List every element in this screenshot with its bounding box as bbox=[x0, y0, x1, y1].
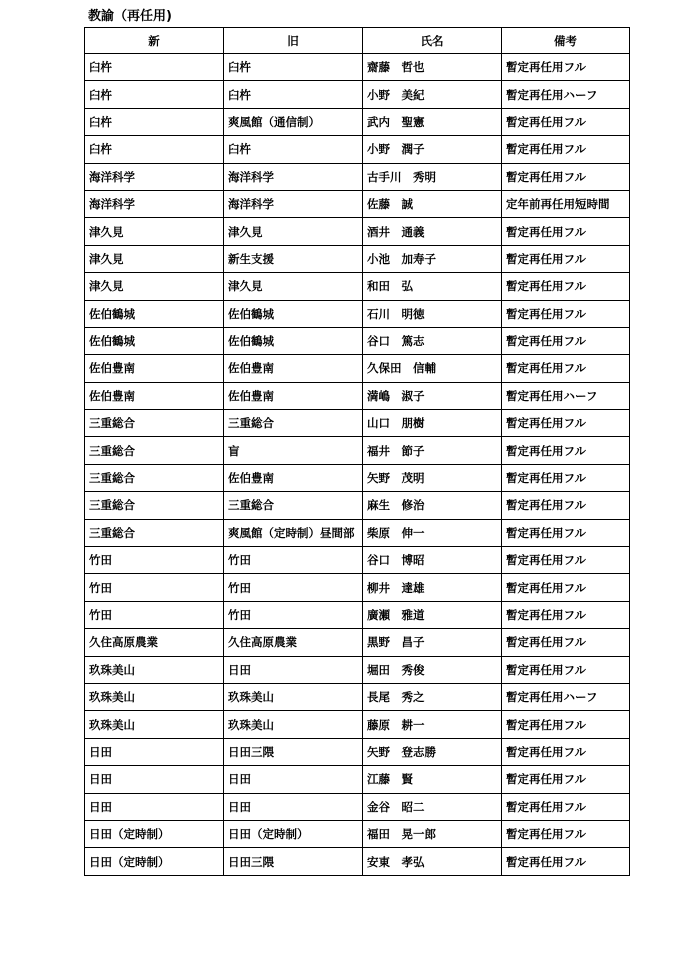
table-row bbox=[85, 327, 630, 354]
cell-name: 福田 晃一郎 bbox=[363, 820, 502, 847]
cell-remarks: 暫定再任用フル bbox=[502, 437, 630, 464]
cell-new-school: 三重総合 bbox=[85, 492, 224, 519]
header-remarks: 備考 bbox=[502, 28, 630, 54]
cell-old-school: 佐伯豊南 bbox=[224, 464, 363, 491]
cell-name: 谷口 博昭 bbox=[363, 547, 502, 574]
table-row bbox=[85, 190, 630, 217]
cell-old-school: 日田 bbox=[224, 656, 363, 683]
cell-new-school: 日田 bbox=[85, 793, 224, 820]
cell-new-school: 久住高原農業 bbox=[85, 629, 224, 656]
cell-new-school: 三重総合 bbox=[85, 410, 224, 437]
cell-new-school: 玖珠美山 bbox=[85, 683, 224, 710]
cell-remarks: 暫定再任用フル bbox=[502, 574, 630, 601]
cell-remarks: 暫定再任用フル bbox=[502, 848, 630, 875]
personnel-table bbox=[84, 27, 630, 876]
table-row bbox=[85, 574, 630, 601]
cell-new-school: 佐伯鶴城 bbox=[85, 327, 224, 354]
cell-remarks: 暫定再任用フル bbox=[502, 273, 630, 300]
cell-remarks: 暫定再任用フル bbox=[502, 245, 630, 272]
cell-name: 矢野 登志勝 bbox=[363, 738, 502, 765]
cell-remarks: 暫定再任用フル bbox=[502, 492, 630, 519]
table-row bbox=[85, 108, 630, 135]
cell-new-school: 佐伯豊南 bbox=[85, 355, 224, 382]
table-row bbox=[85, 601, 630, 628]
cell-old-school: 竹田 bbox=[224, 547, 363, 574]
cell-name: 黒野 昌子 bbox=[363, 629, 502, 656]
cell-name: 安東 孝弘 bbox=[363, 848, 502, 875]
cell-remarks: 暫定再任用フル bbox=[502, 656, 630, 683]
cell-new-school: 臼杵 bbox=[85, 136, 224, 163]
table-row bbox=[85, 163, 630, 190]
cell-name: 金谷 昭二 bbox=[363, 793, 502, 820]
cell-old-school: 久住高原農業 bbox=[224, 629, 363, 656]
table-row bbox=[85, 766, 630, 793]
cell-old-school: 海洋科学 bbox=[224, 163, 363, 190]
cell-old-school: 日田 bbox=[224, 766, 363, 793]
cell-new-school: 日田 bbox=[85, 738, 224, 765]
cell-name: 久保田 信輔 bbox=[363, 355, 502, 382]
cell-new-school: 竹田 bbox=[85, 574, 224, 601]
cell-name: 長尾 秀之 bbox=[363, 683, 502, 710]
table-header-row bbox=[85, 28, 630, 54]
cell-name: 柳井 達雄 bbox=[363, 574, 502, 601]
table-row bbox=[85, 547, 630, 574]
cell-name: 小野 美紀 bbox=[363, 81, 502, 108]
cell-name: 谷口 篤志 bbox=[363, 327, 502, 354]
cell-name: 堀田 秀俊 bbox=[363, 656, 502, 683]
cell-old-school: 竹田 bbox=[224, 601, 363, 628]
cell-remarks: 暫定再任用フル bbox=[502, 793, 630, 820]
cell-old-school: 津久見 bbox=[224, 218, 363, 245]
cell-remarks: 暫定再任用ハーフ bbox=[502, 683, 630, 710]
table-row bbox=[85, 382, 630, 409]
cell-remarks: 暫定再任用フル bbox=[502, 711, 630, 738]
cell-remarks: 暫定再任用フル bbox=[502, 136, 630, 163]
cell-new-school: 竹田 bbox=[85, 601, 224, 628]
table-row bbox=[85, 355, 630, 382]
table-row bbox=[85, 81, 630, 108]
cell-name: 武内 聖憲 bbox=[363, 108, 502, 135]
cell-old-school: 臼杵 bbox=[224, 136, 363, 163]
cell-new-school: 玖珠美山 bbox=[85, 656, 224, 683]
cell-remarks: 暫定再任用フル bbox=[502, 738, 630, 765]
cell-remarks: 暫定再任用フル bbox=[502, 163, 630, 190]
table-row bbox=[85, 629, 630, 656]
cell-remarks: 暫定再任用フル bbox=[502, 410, 630, 437]
cell-old-school: 爽風館（定時制）昼間部 bbox=[224, 519, 363, 546]
cell-old-school: 竹田 bbox=[224, 574, 363, 601]
cell-old-school: 爽風館（通信制） bbox=[224, 108, 363, 135]
cell-name: 矢野 茂明 bbox=[363, 464, 502, 491]
header-name: 氏名 bbox=[363, 28, 502, 54]
page-title: 教諭（再任用) bbox=[88, 9, 172, 24]
cell-old-school: 玖珠美山 bbox=[224, 711, 363, 738]
cell-new-school: 津久見 bbox=[85, 218, 224, 245]
table-row bbox=[85, 245, 630, 272]
cell-new-school: 海洋科学 bbox=[85, 163, 224, 190]
table-row bbox=[85, 437, 630, 464]
cell-old-school: 三重総合 bbox=[224, 492, 363, 519]
table-row bbox=[85, 793, 630, 820]
cell-new-school: 臼杵 bbox=[85, 54, 224, 81]
cell-old-school: 佐伯豊南 bbox=[224, 382, 363, 409]
table-row bbox=[85, 820, 630, 847]
cell-new-school: 日田（定時制） bbox=[85, 848, 224, 875]
cell-new-school: 日田 bbox=[85, 766, 224, 793]
table-row bbox=[85, 738, 630, 765]
table-row bbox=[85, 218, 630, 245]
cell-remarks: 暫定再任用フル bbox=[502, 820, 630, 847]
cell-remarks: 暫定再任用フル bbox=[502, 218, 630, 245]
cell-name: 柴原 伸一 bbox=[363, 519, 502, 546]
cell-new-school: 津久見 bbox=[85, 245, 224, 272]
cell-new-school: 佐伯鶴城 bbox=[85, 300, 224, 327]
cell-new-school: 海洋科学 bbox=[85, 190, 224, 217]
cell-old-school: 津久見 bbox=[224, 273, 363, 300]
cell-name: 藤原 耕一 bbox=[363, 711, 502, 738]
cell-new-school: 日田（定時制） bbox=[85, 820, 224, 847]
cell-name: 満嶋 淑子 bbox=[363, 382, 502, 409]
cell-new-school: 津久見 bbox=[85, 273, 224, 300]
header-old-school: 旧 bbox=[224, 28, 363, 54]
table-row bbox=[85, 711, 630, 738]
cell-name: 齋藤 哲也 bbox=[363, 54, 502, 81]
table-row bbox=[85, 273, 630, 300]
cell-name: 古手川 秀明 bbox=[363, 163, 502, 190]
cell-remarks: 暫定再任用フル bbox=[502, 108, 630, 135]
table-row bbox=[85, 136, 630, 163]
cell-name: 江藤 賢 bbox=[363, 766, 502, 793]
cell-remarks: 暫定再任用フル bbox=[502, 519, 630, 546]
cell-name: 廣瀬 雅道 bbox=[363, 601, 502, 628]
table-row bbox=[85, 300, 630, 327]
cell-name: 小池 加寿子 bbox=[363, 245, 502, 272]
cell-old-school: 臼杵 bbox=[224, 54, 363, 81]
cell-old-school: 佐伯鶴城 bbox=[224, 300, 363, 327]
cell-name: 酒井 通義 bbox=[363, 218, 502, 245]
cell-old-school: 佐伯鶴城 bbox=[224, 327, 363, 354]
table-row bbox=[85, 492, 630, 519]
cell-remarks: 暫定再任用フル bbox=[502, 327, 630, 354]
cell-new-school: 三重総合 bbox=[85, 464, 224, 491]
table-row bbox=[85, 656, 630, 683]
cell-old-school: 海洋科学 bbox=[224, 190, 363, 217]
table-row bbox=[85, 54, 630, 81]
cell-new-school: 三重総合 bbox=[85, 519, 224, 546]
cell-remarks: 定年前再任用短時間 bbox=[502, 190, 630, 217]
cell-remarks: 暫定再任用ハーフ bbox=[502, 382, 630, 409]
cell-new-school: 竹田 bbox=[85, 547, 224, 574]
cell-remarks: 暫定再任用フル bbox=[502, 629, 630, 656]
cell-name: 和田 弘 bbox=[363, 273, 502, 300]
cell-old-school: 佐伯豊南 bbox=[224, 355, 363, 382]
cell-old-school: 日田 bbox=[224, 793, 363, 820]
cell-old-school: 三重総合 bbox=[224, 410, 363, 437]
cell-name: 山口 朋樹 bbox=[363, 410, 502, 437]
cell-remarks: 暫定再任用フル bbox=[502, 601, 630, 628]
table-row bbox=[85, 410, 630, 437]
cell-remarks: 暫定再任用フル bbox=[502, 355, 630, 382]
cell-old-school: 新生支援 bbox=[224, 245, 363, 272]
cell-old-school: 日田（定時制） bbox=[224, 820, 363, 847]
cell-remarks: 暫定再任用フル bbox=[502, 300, 630, 327]
cell-old-school: 盲 bbox=[224, 437, 363, 464]
table-row bbox=[85, 464, 630, 491]
cell-old-school: 玖珠美山 bbox=[224, 683, 363, 710]
cell-new-school: 三重総合 bbox=[85, 437, 224, 464]
cell-new-school: 玖珠美山 bbox=[85, 711, 224, 738]
cell-name: 福井 節子 bbox=[363, 437, 502, 464]
cell-name: 石川 明徳 bbox=[363, 300, 502, 327]
cell-name: 小野 潤子 bbox=[363, 136, 502, 163]
cell-remarks: 暫定再任用フル bbox=[502, 547, 630, 574]
cell-new-school: 臼杵 bbox=[85, 81, 224, 108]
header-new-school: 新 bbox=[85, 28, 224, 54]
table-row bbox=[85, 519, 630, 546]
cell-remarks: 暫定再任用ハーフ bbox=[502, 81, 630, 108]
cell-remarks: 暫定再任用フル bbox=[502, 54, 630, 81]
cell-remarks: 暫定再任用フル bbox=[502, 766, 630, 793]
cell-old-school: 日田三隈 bbox=[224, 848, 363, 875]
cell-remarks: 暫定再任用フル bbox=[502, 464, 630, 491]
cell-new-school: 臼杵 bbox=[85, 108, 224, 135]
cell-name: 佐藤 誠 bbox=[363, 190, 502, 217]
cell-name: 麻生 修治 bbox=[363, 492, 502, 519]
cell-old-school: 日田三隈 bbox=[224, 738, 363, 765]
cell-old-school: 臼杵 bbox=[224, 81, 363, 108]
cell-new-school: 佐伯豊南 bbox=[85, 382, 224, 409]
table-row bbox=[85, 848, 630, 875]
table-row bbox=[85, 683, 630, 710]
